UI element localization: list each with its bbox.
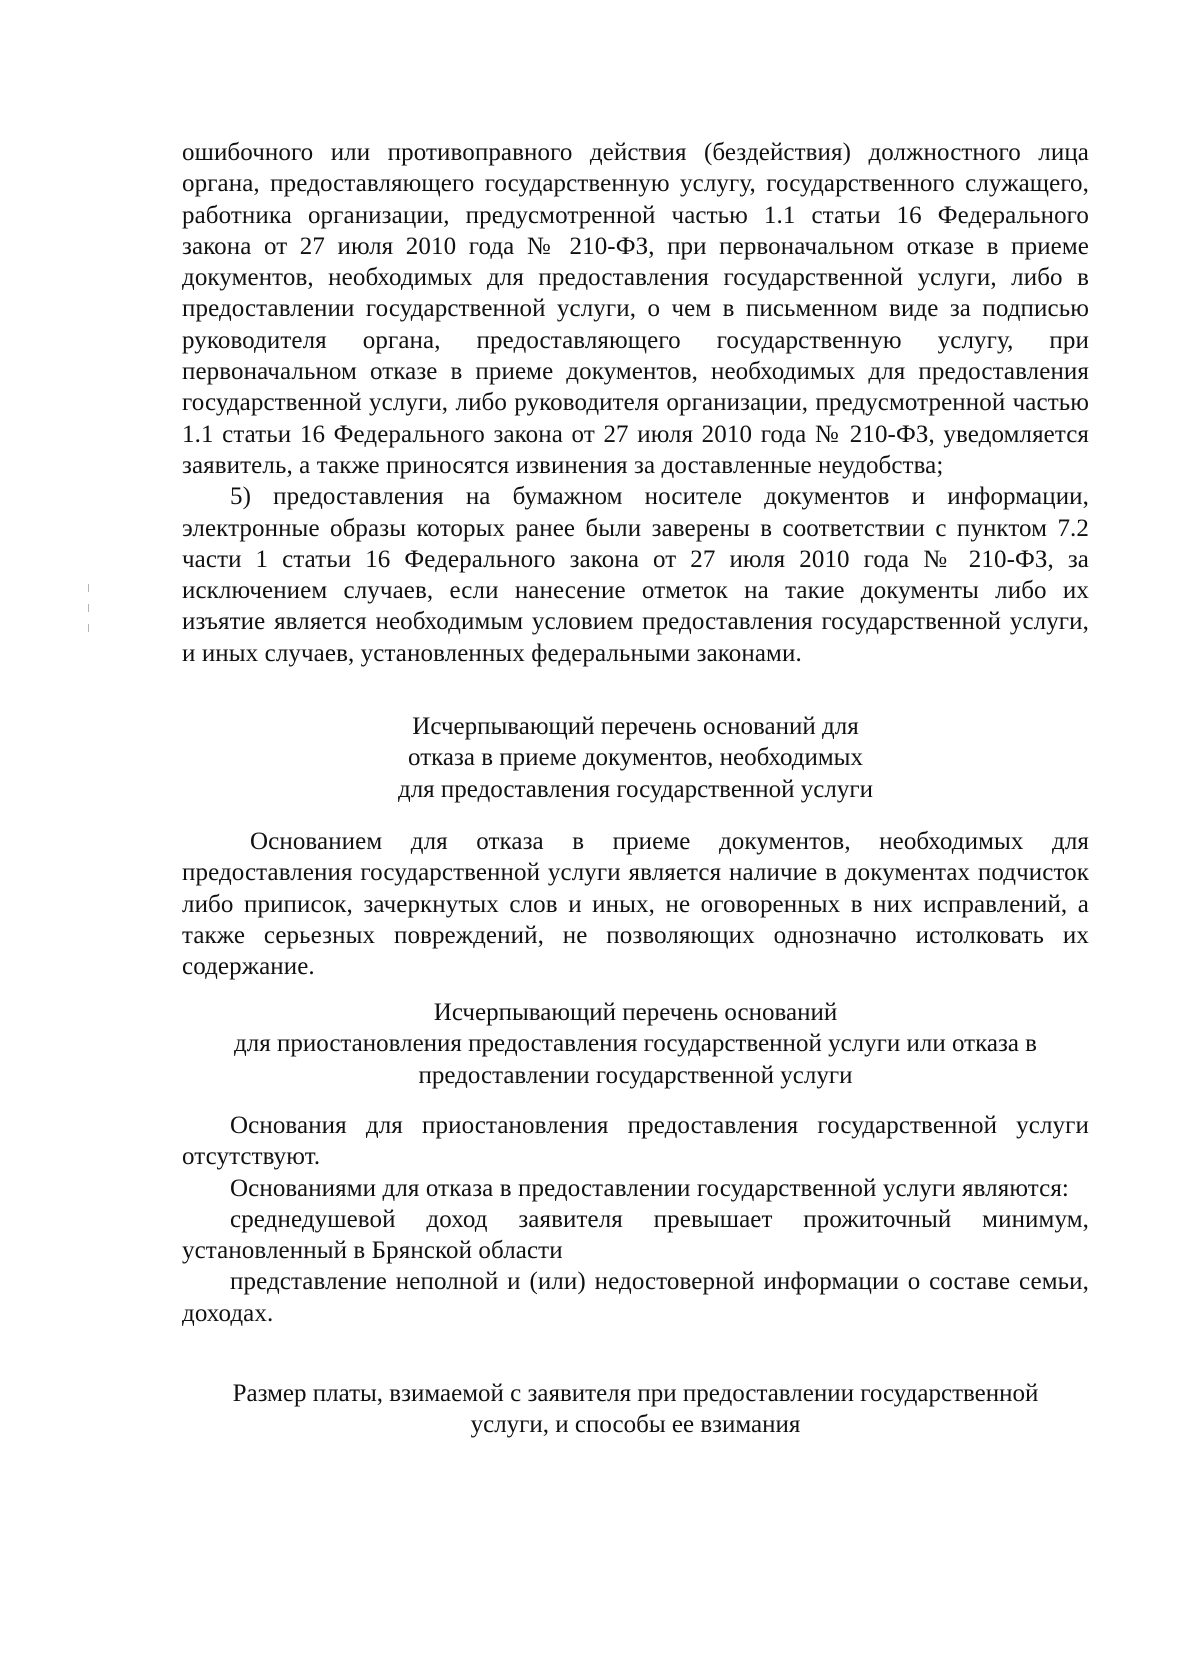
section-heading-document-refusal	[182, 711, 1089, 805]
body-block-1	[182, 137, 1089, 669]
heading-line: для приостановления предоставления государственной услуги или отказа в	[234, 1030, 1037, 1058]
heading-line: для предоставления государственной услуги	[397, 775, 874, 803]
scan-artifact	[88, 624, 89, 632]
body-block-3	[182, 1110, 1089, 1329]
scan-artifact	[88, 604, 89, 612]
body-block-2	[182, 826, 1089, 982]
paragraph-income-criterion: среднедушевой доход заявителя превышает прожиточный минимум, установленный в Брянской области	[182, 1205, 1089, 1265]
paragraph-document-refusal-grounds: Основанием для отказа в приеме документов, необходимых для предоставления государственной услуги является наличие в документах подчисток либо приписок, зачеркнутых слов и иных, не оговоренных в них исправлений, а также серьезных повреждений, не позволяющих однозначно истолковать их содержание.	[182, 828, 1089, 981]
heading-line: предоставлении государственной услуги	[418, 1061, 853, 1089]
paragraph-continuation: ошибочного или противоправного действия (бездействия) должностного лица органа, предоставляющего государственную услугу, государственного служащего, работника организации, предусмотренной частью 1.1 статьи 16 Федерального закона от 27 июля 2010 года № 210-ФЗ, при первоначальном отказе в приеме документов, необходимых для предоставления государственной услуги, либо в предоставлении государственной услуги, о чем в письменном виде за подписью руководителя органа, предоставляющего государственную услугу, при первоначальном отказе в приеме документов, необходимых для предоставления государственной услуги, либо руководителя организации, предусмотренной частью 1.1 статьи 16 Федерального закона от 27 июля 2010 года № 210-ФЗ, уведомляется заявитель, а также приносятся извинения за доставленные неудобства;	[182, 139, 1089, 479]
paragraph-item-5: 5) предоставления на бумажном носителе документов и информации, электронные образы которых ранее были заверены в соответствии с пунктом 7.2 части 1 статьи 16 Федерального закона от 27 июля 2010 года № 210-ФЗ, за исключением случаев, если нанесение отметок на такие документы либо их изъятие является необходимым условием предоставления государственной услуги, и иных случаев, установленных федеральными законами.	[182, 483, 1089, 667]
section-heading-fee	[182, 1378, 1089, 1441]
heading-line: Исчерпывающий перечень оснований	[433, 999, 838, 1026]
scan-artifact	[88, 584, 89, 592]
heading-line: Исчерпывающий перечень оснований для	[412, 713, 859, 740]
heading-line: Размер платы, взимаемой с заявителя при предоставлении государственной	[232, 1380, 1039, 1407]
section-heading-suspension-refusal	[182, 997, 1089, 1091]
paragraph-refusal-grounds: Основаниями для отказа в предоставлении государственной услуги являются:	[230, 1174, 1069, 1202]
heading-line: услуги, и способы ее взимания	[470, 1411, 801, 1439]
paragraph-suspension: Основания для приостановления предоставления государственной услуги отсутствуют.	[182, 1112, 1089, 1171]
heading-line: отказа в приеме документов, необходимых	[408, 744, 863, 772]
paragraph-incomplete-info: представление неполной и (или) недостоверной информации о составе семьи, доходах.	[182, 1268, 1089, 1327]
